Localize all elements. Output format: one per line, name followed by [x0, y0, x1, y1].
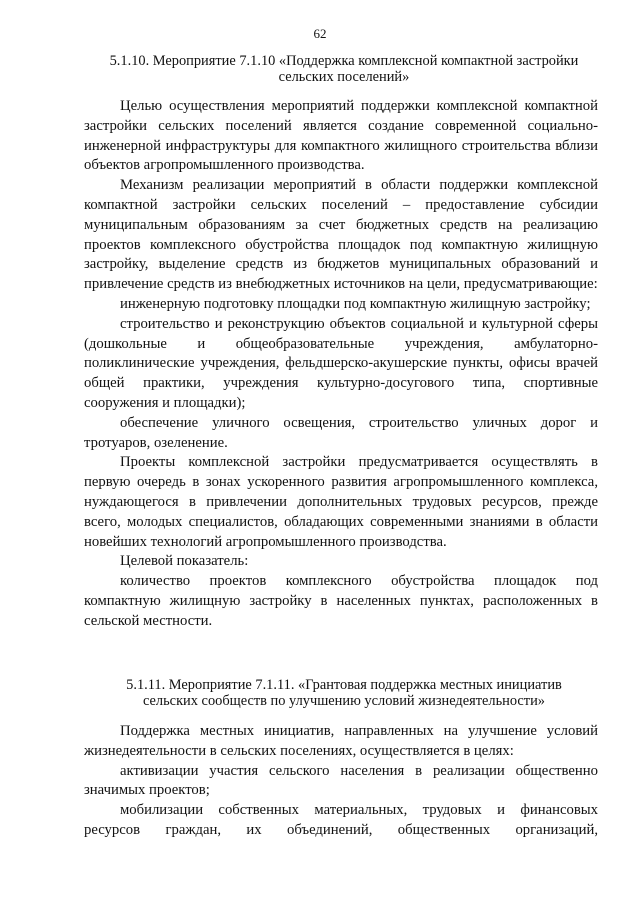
section-body-5-1-10 — [84, 97, 598, 632]
paragraph: Целью осуществления мероприятий поддержки комплексной компактной застройки сельских поселений является создание современной социально-инженерной инфраструктуры для компактного жилищного строительства вблизи объектов агропромышленного производства. — [84, 98, 598, 174]
paragraph: Целевой показатель: — [120, 553, 249, 570]
paragraph: Механизм реализации мероприятий в области поддержки комплексной компактной застройки сельских поселений – предоставление субсидии муниципальным образованиям за счет бюджетных средств на реализацию проектов комплексного обустройства площадок под компактную жилищную застройку, выделение средств из бюджетов муниципальных образований и привлечение средств из внебюджетных источников на цели, предусматривающие: — [84, 177, 598, 293]
paragraph: обеспечение уличного освещения, строительство уличных дорог и тротуаров, озеленение. — [84, 414, 598, 451]
paragraph: инженерную подготовку площадки под компактную жилищную застройку; — [120, 295, 591, 312]
heading-line: сельских сообществ по улучшению условий жизнедеятельности» — [142, 693, 545, 709]
paragraph: количество проектов комплексного обустройства площадок под компактную жилищную застройку в населенных пунктах, расположенных в сельской местности. — [84, 573, 598, 629]
paragraph: строительство и реконструкцию объектов социальной и культурной сферы (дошкольные и общеобразовательные учреждения, амбулаторно-поликлинические учреждения, фельдшерско-акушерские пункты, офисы врачей общей практики, учреждения культурно-досугового типа, спортивные сооружения и площадки); — [84, 315, 598, 411]
heading-line: 5.1.10. Мероприятие 7.1.10 «Поддержка комплексной компактной застройки — [109, 53, 579, 69]
paragraph: активизации участия сельского населения в реализации общественно значимых проектов; — [84, 762, 598, 799]
heading-line: 5.1.11. Мероприятие 7.1.11. «Грантовая поддержка местных инициатив — [126, 677, 562, 693]
page-number: 62 — [313, 26, 327, 41]
section-heading-5-1-10 — [84, 53, 604, 85]
section-body-5-1-11 — [84, 722, 598, 841]
heading-line: сельских поселений» — [278, 69, 410, 85]
paragraph: мобилизации собственных материальных, трудовых и финансовых ресурсов граждан, их объединений, общественных организаций, — [84, 802, 598, 838]
paragraph: Проекты комплексной застройки предусматривается осуществлять в первую очередь в зонах ускоренного развития агропромышленного комплекса, нуждающегося в привлечении дополнительных трудовых ресурсов, прежде всего, молодых специалистов, обладающих современными знаниями в области новейших технологий агропромышленного производства. — [84, 454, 598, 550]
section-heading-5-1-11 — [84, 677, 604, 709]
paragraph: Поддержка местных инициатив, направленных на улучшение условий жизнедеятельности в сельских поселениях, осуществляется в целях: — [84, 723, 598, 759]
